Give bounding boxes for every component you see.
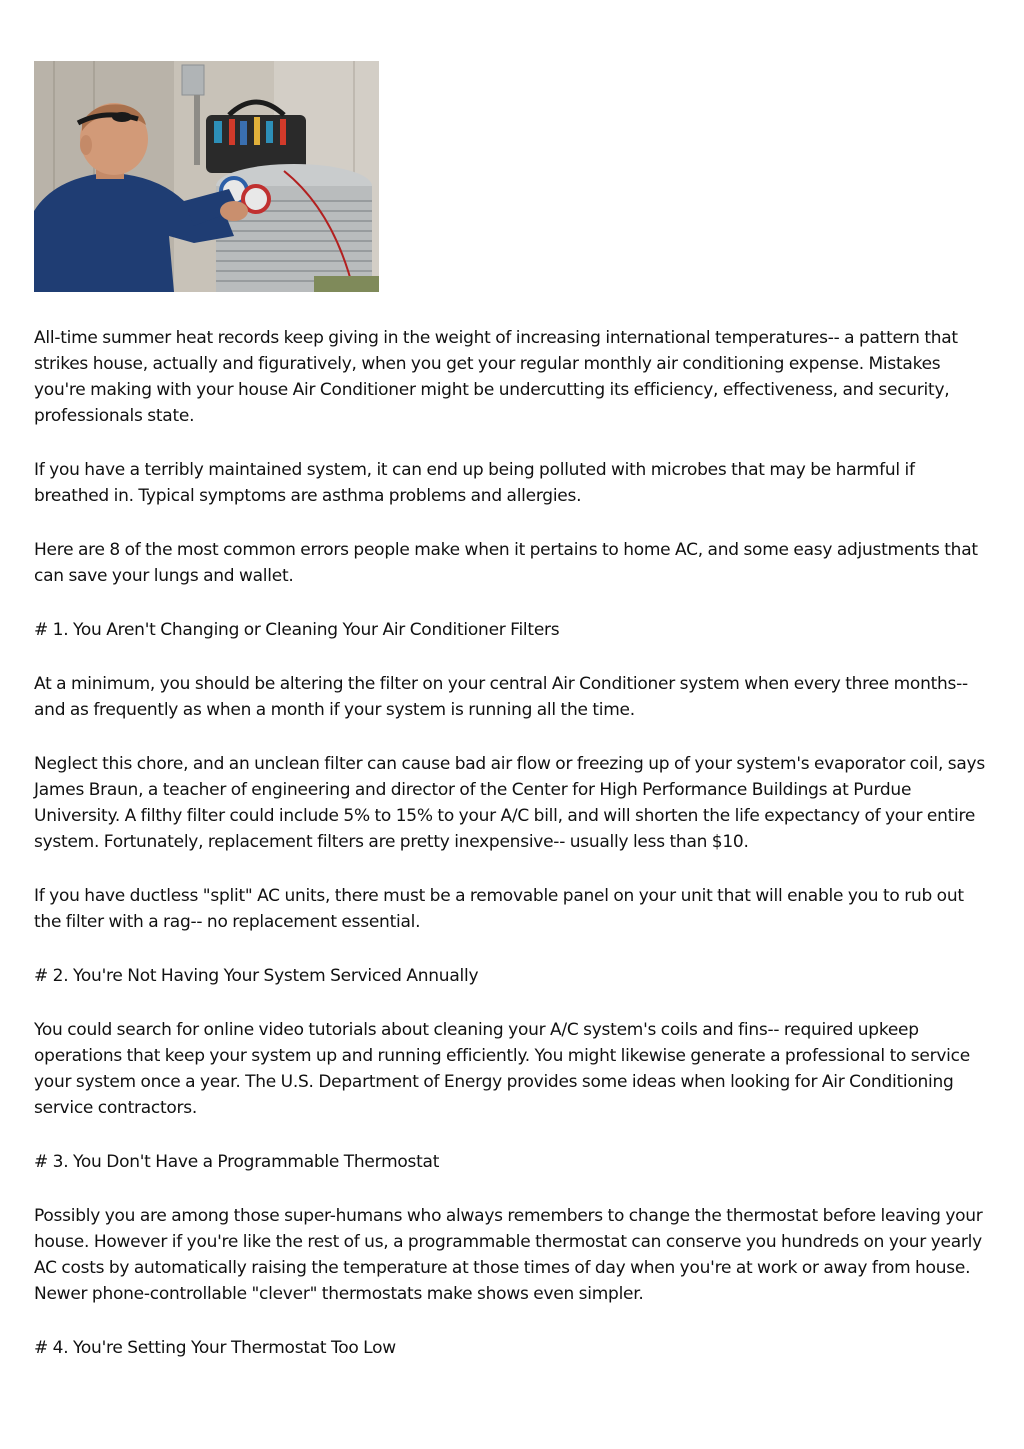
article-paragraph: You could search for online video tutorials about cleaning your A/C system's coils and fins-- required upkeep operations that keep your system up and running efficiently. You might likewise generate a professional to service your system once a year. The U.S. Department of Energy provides some ideas when looking for Air Conditioning service contractors. bbox=[34, 1020, 970, 1118]
document-page bbox=[34, 61, 990, 1389]
article-paragraph: If you have a terribly maintained system, it can end up being polluted with microbes that may be harmful if breathed in. Typical symptoms are asthma problems and allergies. bbox=[34, 460, 915, 506]
section-heading-3: # 3. You Don't Have a Programmable Thermostat bbox=[34, 1152, 440, 1172]
article-paragraph: If you have ductless "split" AC units, there must be a removable panel on your unit that will enable you to rub out the filter with a rag-- no replacement essential. bbox=[34, 886, 964, 932]
section-heading-4: # 4. You're Setting Your Thermostat Too Low bbox=[34, 1338, 396, 1358]
section-heading-1: # 1. You Aren't Changing or Cleaning Your Air Conditioner Filters bbox=[34, 620, 560, 640]
section-heading-2: # 2. You're Not Having Your System Serviced Annually bbox=[34, 966, 479, 986]
article-paragraph: All-time summer heat records keep giving in the weight of increasing international temperatures-- a pattern that strikes house, actually and figuratively, when you get your regular monthly air conditioning expense. Mistakes you're making with your house Air Conditioner might be undercutting its efficiency, effectiveness, and security, professionals state. bbox=[34, 328, 958, 426]
article-paragraph: Here are 8 of the most common errors people make when it pertains to home AC, and some easy adjustments that can save your lungs and wallet. bbox=[34, 540, 978, 586]
technician-photo-illustration bbox=[34, 61, 379, 292]
article-paragraph: Neglect this chore, and an unclean filter can cause bad air flow or freezing up of your system's evaporator coil, says James Braun, a teacher of engineering and director of the Center for High Performance Buildings at Purdue University. A filthy filter could include 5% to 15% to your A/C bill, and will shorten the life expectancy of your entire system. Fortunately, replacement filters are pretty inexpensive-- usually less than $10. bbox=[34, 754, 985, 852]
article-paragraph: Possibly you are among those super-humans who always remembers to change the thermostat before leaving your house. However if you're like the rest of us, a programmable thermostat can conserve you hundreds on your yearly AC costs by automatically raising the temperature at those times of day when you're at work or away from house. Newer phone-controllable "clever" thermostats make shows even simpler. bbox=[34, 1206, 983, 1304]
article-paragraph: At a minimum, you should be altering the filter on your central Air Conditioner system when every three months-- and as frequently as when a month if your system is running all the time. bbox=[34, 674, 968, 720]
article-body bbox=[34, 325, 990, 1361]
hero-photo bbox=[34, 61, 379, 292]
